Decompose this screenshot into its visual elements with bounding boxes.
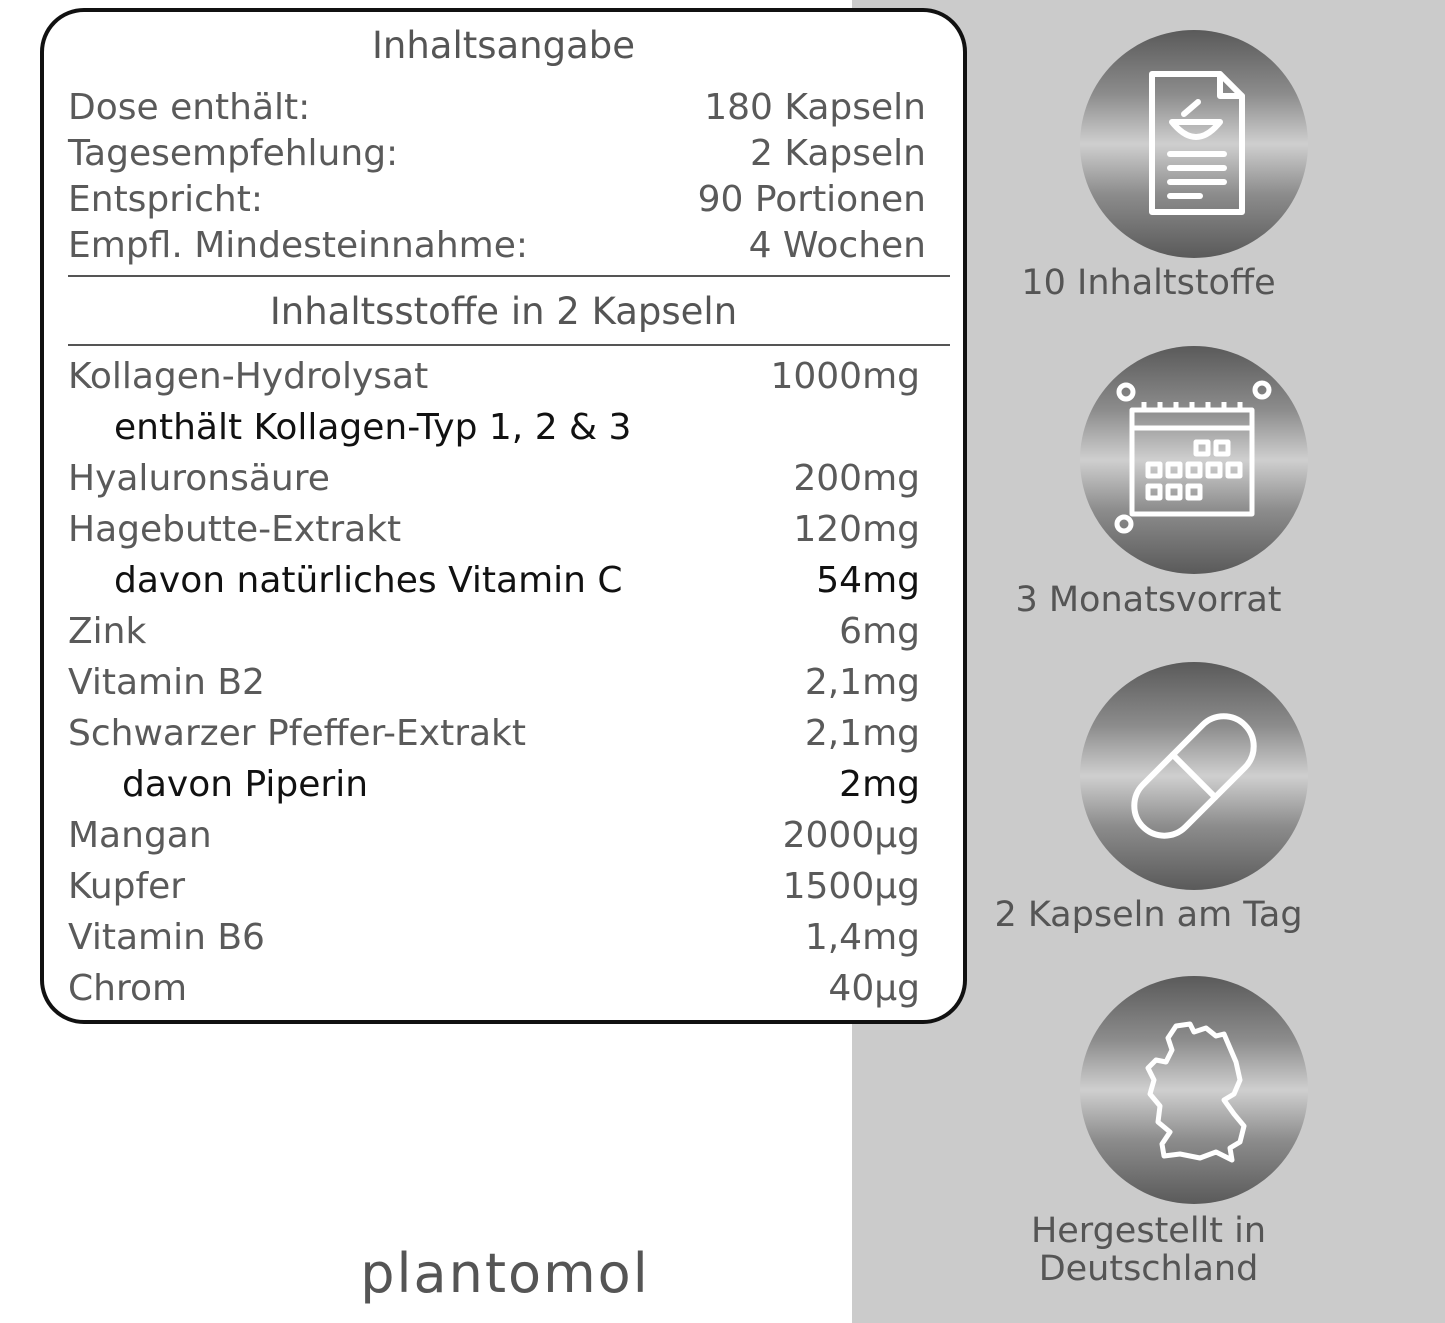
ingredient-row [68,406,920,450]
ingredient-row [68,814,920,858]
contents-label: Dose enthält: [68,87,311,128]
ingredient-row [68,661,920,705]
made-in-line-1: Hergestellt in [1030,1211,1267,1251]
ingredient-row [68,457,920,501]
ingredient-value: 120mg [793,509,920,550]
ingredient-value: 2,1mg [804,713,920,754]
document-icon [1080,30,1308,258]
ingredient-value: 54mg [816,560,920,601]
ingredient-value: 200mg [793,458,920,499]
ingredient-value: 40µg [828,968,920,1009]
ingredient-row [68,865,920,909]
feature-label-daily-dose: 2 Kapseln am Tag [994,895,1303,935]
ingredient-label: Mangan [68,815,212,856]
ingredient-label: Chrom [68,968,188,1009]
ingredients-title: Inhaltsstoffe in 2 Kapseln [269,290,738,333]
contents-label: Empfl. Mindesteinnahme: [68,225,528,266]
ingredient-row [68,610,920,654]
ingredient-row [68,508,920,552]
ingredient-value: 1500µg [782,866,920,907]
ingredient-value: 2000µg [782,815,920,856]
ingredient-label: enthält Kollagen-Typ 1, 2 & 3 [114,407,632,448]
contents-value: 90 Portionen [697,179,926,220]
contents-row [68,132,926,176]
calendar-icon [1080,346,1308,574]
ingredient-row [68,712,920,756]
ingredient-label: Hagebutte-Extrakt [68,509,402,550]
ingredient-label: Hyaluronsäure [68,458,330,499]
contents-row [68,178,926,222]
germany-map-icon [1080,976,1308,1204]
nutrition-card [40,8,967,1024]
ingredient-label: Kupfer [68,866,186,907]
ingredient-row [68,355,920,399]
brand-logo: plantomol [360,1242,650,1305]
ingredient-label: Zink [68,611,147,652]
contents-title: Inhaltsangabe [371,24,636,67]
contents-value: 180 Kapseln [704,87,926,128]
ingredient-label: Vitamin B6 [68,917,265,958]
made-in-line-2: Deutschland [1038,1249,1259,1289]
capsule-icon [1080,662,1308,890]
ingredient-row [68,967,920,1011]
ingredient-label: Vitamin B2 [68,662,265,703]
ingredient-label: Schwarzer Pfeffer-Extrakt [68,713,527,754]
ingredient-row [68,763,920,807]
feature-label-ingredients: 10 Inhaltstoffe [1021,263,1276,303]
divider [68,275,950,277]
feature-label-supply: 3 Monatsvorrat [1015,580,1282,620]
ingredient-value: 1000mg [770,356,920,397]
divider [68,344,950,346]
feature-label-made-in [852,1212,1445,1288]
ingredient-row [68,916,920,960]
ingredient-row [68,559,920,603]
contents-label: Entspricht: [68,179,263,220]
ingredient-label: davon natürliches Vitamin C [114,560,623,601]
ingredient-value: 1,4mg [804,917,920,958]
ingredient-value: 2mg [839,764,920,805]
ingredient-value: 2,1mg [804,662,920,703]
contents-value: 2 Kapseln [750,133,926,174]
ingredient-label: davon Piperin [122,764,369,805]
ingredient-label: Kollagen-Hydrolysat [68,356,429,397]
ingredient-value: 6mg [839,611,920,652]
contents-label: Tagesempfehlung: [68,133,399,174]
contents-row [68,86,926,130]
contents-value: 4 Wochen [748,225,926,266]
contents-row [68,224,926,268]
